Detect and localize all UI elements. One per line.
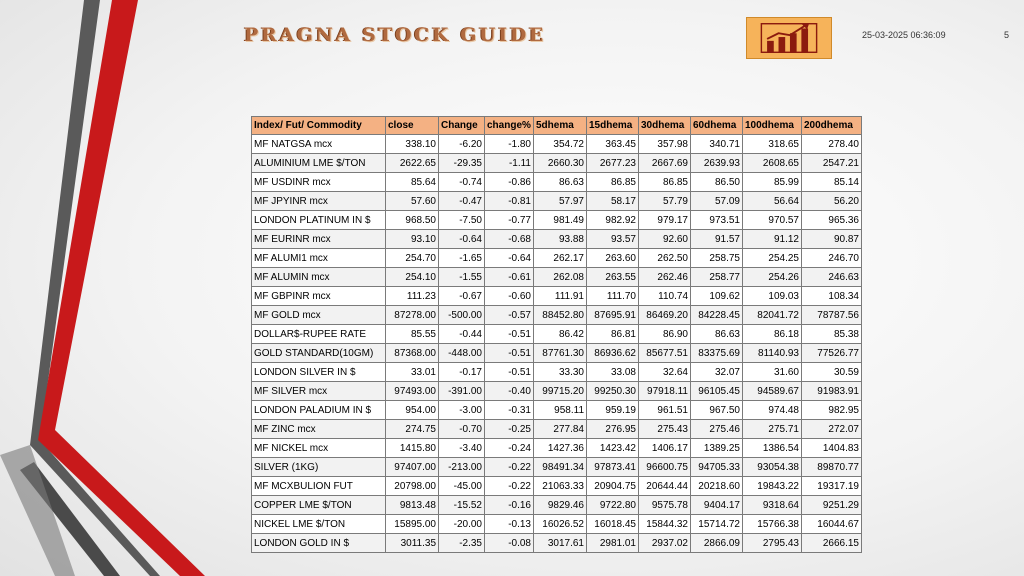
value-cell: -1.11 (485, 154, 534, 173)
value-cell: 965.36 (802, 211, 862, 230)
value-cell: 954.00 (386, 401, 439, 420)
table-row (252, 363, 862, 382)
value-cell: 85.38 (802, 325, 862, 344)
value-cell: 262.08 (534, 268, 587, 287)
page-title: PRAGNA STOCK GUIDE (244, 24, 546, 46)
value-cell: 85677.51 (639, 344, 691, 363)
commodity-name-cell: LONDON PALADIUM IN $ (252, 401, 386, 420)
value-cell: 94589.67 (743, 382, 802, 401)
value-cell: 111.70 (587, 287, 639, 306)
value-cell: 9722.80 (587, 496, 639, 515)
value-cell: 2622.65 (386, 154, 439, 173)
commodity-name-cell: MF JPYINR mcx (252, 192, 386, 211)
value-cell: 254.70 (386, 249, 439, 268)
value-cell: 108.34 (802, 287, 862, 306)
value-cell: -1.80 (485, 135, 534, 154)
value-cell: 2981.01 (587, 534, 639, 553)
table-row (252, 154, 862, 173)
value-cell: 961.51 (639, 401, 691, 420)
table-row (252, 458, 862, 477)
commodity-name-cell: MF SILVER mcx (252, 382, 386, 401)
value-cell: 258.75 (691, 249, 743, 268)
value-cell: 9829.46 (534, 496, 587, 515)
commodity-name-cell: MF ALUMIN mcx (252, 268, 386, 287)
value-cell: 78787.56 (802, 306, 862, 325)
value-cell: 96600.75 (639, 458, 691, 477)
value-cell: 111.23 (386, 287, 439, 306)
value-cell: -0.64 (485, 249, 534, 268)
value-cell: 959.19 (587, 401, 639, 420)
value-cell: -0.31 (485, 401, 534, 420)
value-cell: -7.50 (439, 211, 485, 230)
value-cell: 21063.33 (534, 477, 587, 496)
value-cell: -0.81 (485, 192, 534, 211)
value-cell: 86.90 (639, 325, 691, 344)
value-cell: 958.11 (534, 401, 587, 420)
value-cell: 94705.33 (691, 458, 743, 477)
value-cell: -0.08 (485, 534, 534, 553)
value-cell: 20798.00 (386, 477, 439, 496)
value-cell: 87368.00 (386, 344, 439, 363)
value-cell: 57.97 (534, 192, 587, 211)
value-cell: 82041.72 (743, 306, 802, 325)
column-header: Index/ Fut/ Commodity (252, 117, 386, 135)
value-cell: 982.95 (802, 401, 862, 420)
value-cell: 56.64 (743, 192, 802, 211)
value-cell: 1423.42 (587, 439, 639, 458)
value-cell: 33.08 (587, 363, 639, 382)
value-cell: 85.14 (802, 173, 862, 192)
value-cell: -391.00 (439, 382, 485, 401)
value-cell: 93054.38 (743, 458, 802, 477)
value-cell: 83375.69 (691, 344, 743, 363)
value-cell: 9813.48 (386, 496, 439, 515)
value-cell: 1415.80 (386, 439, 439, 458)
value-cell: 3017.61 (534, 534, 587, 553)
column-header: 5dhema (534, 117, 587, 135)
value-cell: 97407.00 (386, 458, 439, 477)
value-cell: 57.60 (386, 192, 439, 211)
value-cell: -0.40 (485, 382, 534, 401)
value-cell: 93.88 (534, 230, 587, 249)
value-cell: 276.95 (587, 420, 639, 439)
value-cell: 87695.91 (587, 306, 639, 325)
commodity-name-cell: MF USDINR mcx (252, 173, 386, 192)
value-cell: 19843.22 (743, 477, 802, 496)
table-row (252, 515, 862, 534)
value-cell: 99250.30 (587, 382, 639, 401)
value-cell: 262.50 (639, 249, 691, 268)
commodity-name-cell: MF NATGSA mcx (252, 135, 386, 154)
bar-chart-growth-icon (746, 17, 832, 59)
value-cell: 338.10 (386, 135, 439, 154)
value-cell: 9318.64 (743, 496, 802, 515)
column-header: 15dhema (587, 117, 639, 135)
table-row (252, 344, 862, 363)
value-cell: 85.64 (386, 173, 439, 192)
value-cell: 967.50 (691, 401, 743, 420)
value-cell: 254.25 (743, 249, 802, 268)
value-cell: 89870.77 (802, 458, 862, 477)
value-cell: 90.87 (802, 230, 862, 249)
value-cell: -0.44 (439, 325, 485, 344)
commodity-name-cell: LONDON PLATINUM IN $ (252, 211, 386, 230)
value-cell: 254.10 (386, 268, 439, 287)
value-cell: -0.22 (485, 458, 534, 477)
value-cell: 81140.93 (743, 344, 802, 363)
table-header-row (252, 117, 862, 135)
value-cell: 109.03 (743, 287, 802, 306)
value-cell: 86.63 (691, 325, 743, 344)
table-row (252, 496, 862, 515)
value-cell: 9251.29 (802, 496, 862, 515)
value-cell: -0.16 (485, 496, 534, 515)
value-cell: -0.25 (485, 420, 534, 439)
value-cell: 57.79 (639, 192, 691, 211)
value-cell: 2639.93 (691, 154, 743, 173)
table-row (252, 230, 862, 249)
value-cell: 86.85 (639, 173, 691, 192)
table-row (252, 249, 862, 268)
value-cell: 86.63 (534, 173, 587, 192)
value-cell: 2866.09 (691, 534, 743, 553)
value-cell: 1406.17 (639, 439, 691, 458)
value-cell: 363.45 (587, 135, 639, 154)
value-cell: 272.07 (802, 420, 862, 439)
value-cell: -29.35 (439, 154, 485, 173)
value-cell: -20.00 (439, 515, 485, 534)
value-cell: -1.55 (439, 268, 485, 287)
value-cell: -0.47 (439, 192, 485, 211)
table-row (252, 268, 862, 287)
column-header: 200dhema (802, 117, 862, 135)
value-cell: -0.22 (485, 477, 534, 496)
value-cell: 20644.44 (639, 477, 691, 496)
value-cell: 275.46 (691, 420, 743, 439)
value-cell: -448.00 (439, 344, 485, 363)
timestamp: 25-03-2025 06:36:09 (862, 30, 946, 40)
value-cell: 1404.83 (802, 439, 862, 458)
value-cell: 354.72 (534, 135, 587, 154)
value-cell: 19317.19 (802, 477, 862, 496)
value-cell: -1.65 (439, 249, 485, 268)
value-cell: -3.00 (439, 401, 485, 420)
value-cell: 263.55 (587, 268, 639, 287)
value-cell: 109.62 (691, 287, 743, 306)
table-row (252, 306, 862, 325)
value-cell: 357.98 (639, 135, 691, 154)
value-cell: 15766.38 (743, 515, 802, 534)
value-cell: 97873.41 (587, 458, 639, 477)
value-cell: 93.57 (587, 230, 639, 249)
table-row (252, 135, 862, 154)
value-cell: 968.50 (386, 211, 439, 230)
value-cell: -2.35 (439, 534, 485, 553)
table-row (252, 477, 862, 496)
value-cell: 254.26 (743, 268, 802, 287)
page-number: 5 (1004, 30, 1010, 40)
commodity-name-cell: COPPER LME $/TON (252, 496, 386, 515)
value-cell: -0.74 (439, 173, 485, 192)
value-cell: 15844.32 (639, 515, 691, 534)
value-cell: 974.48 (743, 401, 802, 420)
value-cell: 99715.20 (534, 382, 587, 401)
value-cell: 96105.45 (691, 382, 743, 401)
value-cell: 275.43 (639, 420, 691, 439)
commodity-name-cell: SILVER (1KG) (252, 458, 386, 477)
value-cell: 58.17 (587, 192, 639, 211)
value-cell: -0.51 (485, 363, 534, 382)
column-header: 100dhema (743, 117, 802, 135)
value-cell: 16044.67 (802, 515, 862, 534)
value-cell: 277.84 (534, 420, 587, 439)
commodity-name-cell: MF EURINR mcx (252, 230, 386, 249)
column-header: 60dhema (691, 117, 743, 135)
value-cell: 20904.75 (587, 477, 639, 496)
value-cell: -6.20 (439, 135, 485, 154)
value-cell: 92.60 (639, 230, 691, 249)
table-row (252, 325, 862, 344)
value-cell: 246.63 (802, 268, 862, 287)
value-cell: 85.55 (386, 325, 439, 344)
commodity-name-cell: MF NICKEL mcx (252, 439, 386, 458)
value-cell: 246.70 (802, 249, 862, 268)
value-cell: 982.92 (587, 211, 639, 230)
value-cell: 91983.91 (802, 382, 862, 401)
value-cell: 33.30 (534, 363, 587, 382)
value-cell: 2608.65 (743, 154, 802, 173)
value-cell: 32.64 (639, 363, 691, 382)
value-cell: 1389.25 (691, 439, 743, 458)
value-cell: 84228.45 (691, 306, 743, 325)
value-cell: 97493.00 (386, 382, 439, 401)
value-cell: -3.40 (439, 439, 485, 458)
commodity-name-cell: MF GBPINR mcx (252, 287, 386, 306)
value-cell: -0.60 (485, 287, 534, 306)
commodity-name-cell: LONDON GOLD IN $ (252, 534, 386, 553)
value-cell: 87761.30 (534, 344, 587, 363)
value-cell: 86936.62 (587, 344, 639, 363)
value-cell: 2667.69 (639, 154, 691, 173)
value-cell: 30.59 (802, 363, 862, 382)
value-cell: 9404.17 (691, 496, 743, 515)
value-cell: -0.86 (485, 173, 534, 192)
value-cell: 56.20 (802, 192, 862, 211)
value-cell: 278.40 (802, 135, 862, 154)
value-cell: 274.75 (386, 420, 439, 439)
value-cell: 111.91 (534, 287, 587, 306)
value-cell: -0.24 (485, 439, 534, 458)
value-cell: 2677.23 (587, 154, 639, 173)
value-cell: 93.10 (386, 230, 439, 249)
table-row (252, 401, 862, 420)
value-cell: 77526.77 (802, 344, 862, 363)
commodity-name-cell: NICKEL LME $/TON (252, 515, 386, 534)
table-row (252, 534, 862, 553)
column-header: Change (439, 117, 485, 135)
commodity-name-cell: MF ZINC mcx (252, 420, 386, 439)
value-cell: 2795.43 (743, 534, 802, 553)
commodity-name-cell: ALUMINIUM LME $/TON (252, 154, 386, 173)
value-cell: -0.51 (485, 344, 534, 363)
value-cell: 1386.54 (743, 439, 802, 458)
value-cell: 2660.30 (534, 154, 587, 173)
value-cell: 15714.72 (691, 515, 743, 534)
value-cell: 970.57 (743, 211, 802, 230)
table-row (252, 287, 862, 306)
commodity-name-cell: MF ALUMI1 mcx (252, 249, 386, 268)
value-cell: 16026.52 (534, 515, 587, 534)
value-cell: 340.71 (691, 135, 743, 154)
value-cell: 258.77 (691, 268, 743, 287)
value-cell: 2937.02 (639, 534, 691, 553)
commodity-name-cell: MF MCXBULION FUT (252, 477, 386, 496)
value-cell: 98491.34 (534, 458, 587, 477)
value-cell: -0.70 (439, 420, 485, 439)
value-cell: 973.51 (691, 211, 743, 230)
value-cell: -0.57 (485, 306, 534, 325)
commodity-name-cell: GOLD STANDARD(10GM) (252, 344, 386, 363)
value-cell: -0.17 (439, 363, 485, 382)
value-cell: 86.81 (587, 325, 639, 344)
value-cell: 110.74 (639, 287, 691, 306)
value-cell: 15895.00 (386, 515, 439, 534)
value-cell: 31.60 (743, 363, 802, 382)
column-header: 30dhema (639, 117, 691, 135)
value-cell: -15.52 (439, 496, 485, 515)
value-cell: -0.13 (485, 515, 534, 534)
value-cell: 86.18 (743, 325, 802, 344)
value-cell: 86469.20 (639, 306, 691, 325)
value-cell: -0.64 (439, 230, 485, 249)
value-cell: 979.17 (639, 211, 691, 230)
value-cell: -45.00 (439, 477, 485, 496)
value-cell: -213.00 (439, 458, 485, 477)
value-cell: 97918.11 (639, 382, 691, 401)
value-cell: 87278.00 (386, 306, 439, 325)
value-cell: 20218.60 (691, 477, 743, 496)
value-cell: 57.09 (691, 192, 743, 211)
value-cell: 33.01 (386, 363, 439, 382)
value-cell: 91.12 (743, 230, 802, 249)
value-cell: 32.07 (691, 363, 743, 382)
value-cell: 262.17 (534, 249, 587, 268)
table-row (252, 173, 862, 192)
table-row (252, 211, 862, 230)
table-row (252, 192, 862, 211)
commodity-name-cell: DOLLAR$-RUPEE RATE (252, 325, 386, 344)
value-cell: 88452.80 (534, 306, 587, 325)
value-cell: -0.67 (439, 287, 485, 306)
value-cell: 86.85 (587, 173, 639, 192)
value-cell: -0.77 (485, 211, 534, 230)
value-cell: 16018.45 (587, 515, 639, 534)
value-cell: 85.99 (743, 173, 802, 192)
value-cell: 981.49 (534, 211, 587, 230)
commodity-name-cell: MF GOLD mcx (252, 306, 386, 325)
table-row (252, 439, 862, 458)
value-cell: -0.51 (485, 325, 534, 344)
value-cell: 318.65 (743, 135, 802, 154)
commodity-table (251, 116, 862, 553)
value-cell: 91.57 (691, 230, 743, 249)
value-cell: 9575.78 (639, 496, 691, 515)
table-row (252, 382, 862, 401)
commodity-name-cell: LONDON SILVER IN $ (252, 363, 386, 382)
value-cell: -500.00 (439, 306, 485, 325)
table-row (252, 420, 862, 439)
column-header: change% (485, 117, 534, 135)
value-cell: 2666.15 (802, 534, 862, 553)
value-cell: 1427.36 (534, 439, 587, 458)
value-cell: 262.46 (639, 268, 691, 287)
value-cell: 263.60 (587, 249, 639, 268)
value-cell: 2547.21 (802, 154, 862, 173)
column-header: close (386, 117, 439, 135)
value-cell: 275.71 (743, 420, 802, 439)
value-cell: 3011.35 (386, 534, 439, 553)
value-cell: -0.61 (485, 268, 534, 287)
value-cell: 86.42 (534, 325, 587, 344)
value-cell: 86.50 (691, 173, 743, 192)
value-cell: -0.68 (485, 230, 534, 249)
